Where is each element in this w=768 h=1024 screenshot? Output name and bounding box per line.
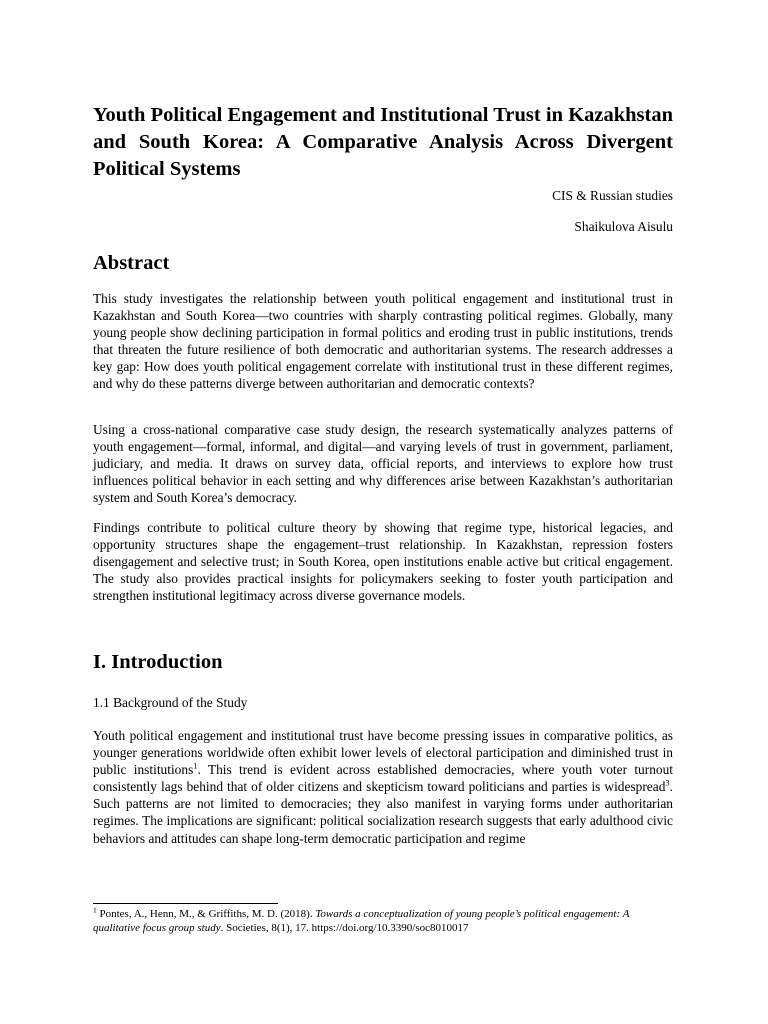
footnote-ref-3[interactable]: 3 xyxy=(665,777,670,788)
introduction-paragraph xyxy=(93,727,673,847)
author-name: Shaikulova Aisulu xyxy=(574,219,673,234)
abstract-paragraph-1: This study investigates the relationship between youth political engagement and institutional trust in Kazakhstan and South Korea—two countries with sharply contrasting political regimes. Globally, many young people show declining participation in formal politics and eroding trust in public institutions, trends that threaten the future resilience of both democratic and authoritarian systems. The research addresses a key gap: How does youth political engagement correlate with institutional trust in these different regimes, and why do these patterns diverge between authoritarian and democratic contexts? xyxy=(93,291,673,392)
abstract-paragraph-2: Using a cross-national comparative case study design, the research systematically analyzes patterns of youth engagement—formal, informal, and digital—and varying levels of trust in government, parliament, judiciary, and media. It draws on survey data, official reports, and interviews to explore how trust influences political behavior in each setting and why differences arise between Kazakhstan’s authoritarian system and South Korea’s democracy. xyxy=(93,422,673,506)
paper-title: Youth Political Engagement and Institutional Trust in Kazakhstan and South Korea: A Comparative Analysis Across Divergent Political Systems xyxy=(93,104,673,180)
background-subheading: 1.1 Background of the Study xyxy=(93,695,248,710)
footnote-ref-1[interactable]: 1 xyxy=(193,760,198,771)
footnote-1 xyxy=(93,905,673,935)
intro-text-part-1: Youth political engagement and institutional trust have become pressing issues in comparative politics, as younger generations worldwide often exhibit lower levels of electoral participation and diminished trust in public institutions xyxy=(93,728,673,778)
footnote-authors: Pontes, A., Henn, M., & Griffiths, M. D. (2018). xyxy=(96,908,316,920)
research-field: CIS & Russian studies xyxy=(552,188,673,203)
footnote-mark: 1 xyxy=(93,905,97,915)
footnote-work-title: Towards a conceptualization of young people’s political engagement: A qualitative focus group study xyxy=(93,908,630,934)
abstract-heading: Abstract xyxy=(93,252,170,274)
abstract-paragraph-3: Findings contribute to political culture theory by showing that regime type, historical legacies, and opportunity structures shape the engagement–trust relationship. In Kazakhstan, repression fosters disengagement and selective trust; in South Korea, open institutions enable active but critical engagement. The study also provides practical insights for policymakers seeking to foster youth participation and strengthen institutional legitimacy across diverse governance models. xyxy=(93,520,673,604)
intro-text-part-2: . This trend is evident across established democracies, where youth voter turnout consistently lags behind that of older citizens and skepticism toward politicians and parties is widespread xyxy=(93,762,673,795)
footnote-source[interactable]: . Societies, 8(1), 17. https://doi.org/10.3390/soc8010017 xyxy=(220,921,469,934)
document-page xyxy=(93,0,673,1024)
introduction-heading: I. Introduction xyxy=(93,651,223,673)
intro-text-part-3: . Such patterns are not limited to democracies; they also manifest in varying forms under authoritarian regimes. The implications are significant: political socialization research suggests that early adulthood civic behaviors and attitudes can shape long-term democratic participation and regime xyxy=(93,779,673,846)
footnote-divider xyxy=(93,903,278,904)
